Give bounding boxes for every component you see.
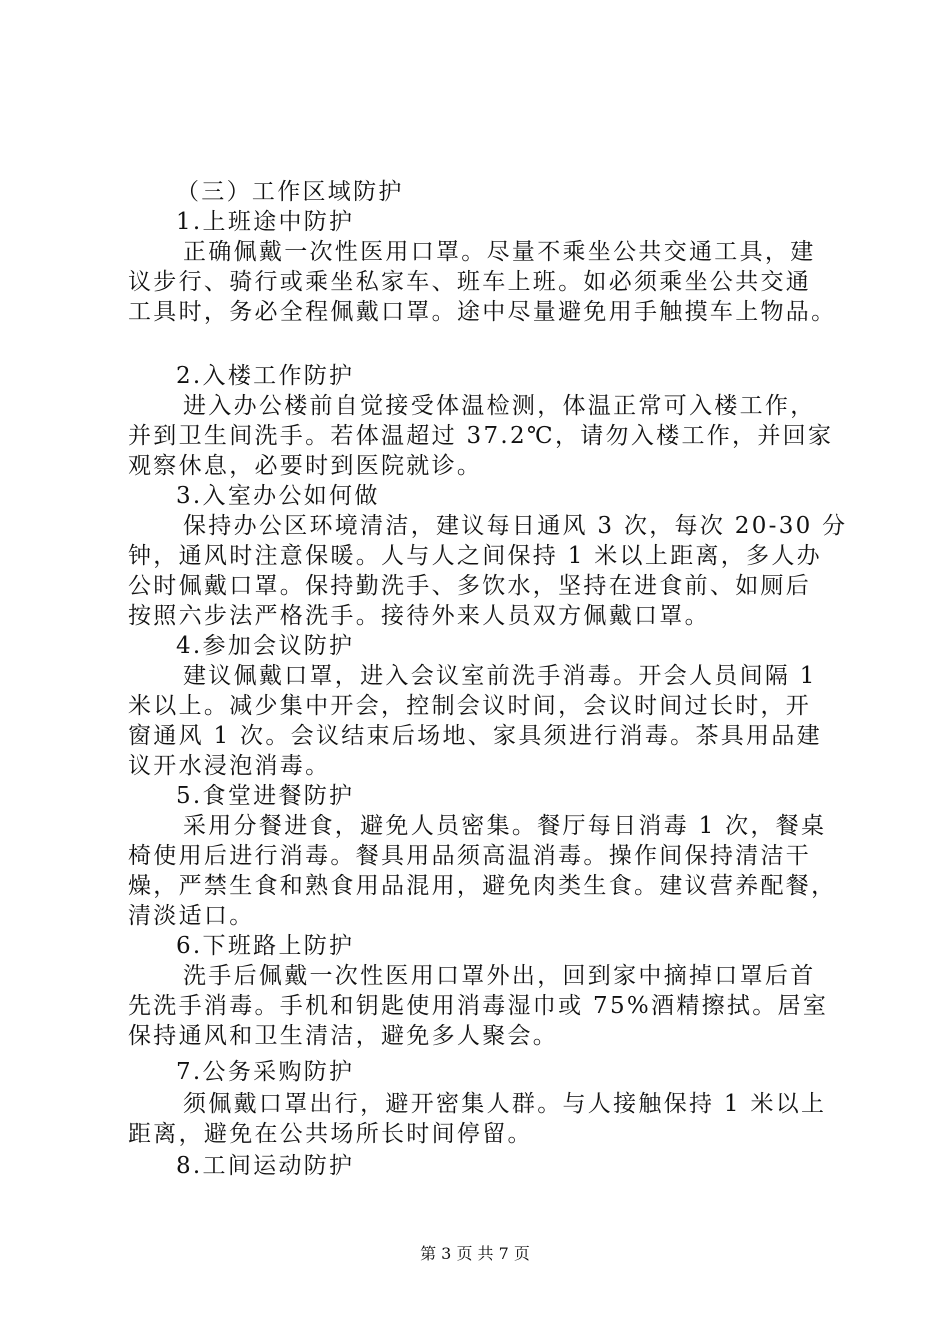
paragraph-line: 工具时，务必全程佩戴口罩。途中尽量避免用手触摸车上物品。 bbox=[128, 299, 837, 325]
subheading-building: 2.入楼工作防护 bbox=[176, 363, 355, 389]
paragraph-line: 议开水浸泡消毒。 bbox=[128, 753, 331, 779]
subheading-commute: 1.上班途中防护 bbox=[176, 209, 355, 235]
subheading-purchasing: 7.公务采购防护 bbox=[176, 1059, 355, 1085]
paragraph-line: 并到卫生间洗手。若体温超过 37.2℃，请勿入楼工作，并回家 bbox=[128, 423, 834, 449]
paragraph-line: 椅使用后进行消毒。餐具用品须高温消毒。操作间保持清洁干 bbox=[128, 843, 812, 869]
paragraph-line: 采用分餐进食，避免人员密集。餐厅每日消毒 1 次，餐桌 bbox=[183, 813, 827, 839]
subheading-canteen: 5.食堂进餐防护 bbox=[176, 783, 355, 809]
paragraph-line: 正确佩戴一次性医用口罩。尽量不乘坐公共交通工具，建 bbox=[183, 239, 816, 265]
paragraph-line: 进入办公楼前自觉接受体温检测，体温正常可入楼工作， bbox=[183, 393, 816, 419]
paragraph-line: 清淡适口。 bbox=[128, 903, 255, 929]
paragraph-line: 建议佩戴口罩，进入会议室前洗手消毒。开会人员间隔 1 bbox=[183, 663, 817, 689]
paragraph-line: 钟，通风时注意保暖。人与人之间保持 1 米以上距离，多人办 bbox=[128, 543, 822, 569]
paragraph-line: 先洗手消毒。手机和钥匙使用消毒湿巾或 75%酒精擦拭。居室 bbox=[128, 993, 829, 1019]
section-heading: （三）工作区域防护 bbox=[176, 179, 404, 205]
paragraph-line: 米以上。减少集中开会，控制会议时间，会议时间过长时，开 bbox=[128, 693, 812, 719]
paragraph-line: 窗通风 1 次。会议结束后场地、家具须进行消毒。茶具用品建 bbox=[128, 723, 822, 749]
subheading-office: 3.入室办公如何做 bbox=[176, 483, 380, 509]
paragraph-line: 须佩戴口罩出行，避开密集人群。与人接触保持 1 米以上 bbox=[183, 1091, 827, 1117]
paragraph-line: 议步行、骑行或乘坐私家车、班车上班。如必须乘坐公共交通 bbox=[128, 269, 812, 295]
paragraph-line: 保持通风和卫生清洁，避免多人聚会。 bbox=[128, 1023, 559, 1049]
paragraph-line: 燥，严禁生食和熟食用品混用，避免肉类生食。建议营养配餐， bbox=[128, 873, 837, 899]
paragraph-line: 保持办公区环境清洁，建议每日通风 3 次，每次 20-30 分 bbox=[183, 513, 848, 539]
paragraph-line: 洗手后佩戴一次性医用口罩外出，回到家中摘掉口罩后首 bbox=[183, 963, 816, 989]
page-number-footer: 第 3 页 共 7 页 bbox=[420, 1244, 530, 1263]
paragraph-line: 按照六步法严格洗手。接待外来人员双方佩戴口罩。 bbox=[128, 603, 710, 629]
paragraph-line: 距离，避免在公共场所长时间停留。 bbox=[128, 1121, 533, 1147]
subheading-exercise: 8.工间运动防护 bbox=[176, 1153, 355, 1179]
paragraph-line: 观察休息，必要时到医院就诊。 bbox=[128, 453, 483, 479]
subheading-commute-home: 6.下班路上防护 bbox=[176, 933, 355, 959]
subheading-meeting: 4.参加会议防护 bbox=[176, 633, 355, 659]
paragraph-line: 公时佩戴口罩。保持勤洗手、多饮水，坚持在进食前、如厕后 bbox=[128, 573, 812, 599]
